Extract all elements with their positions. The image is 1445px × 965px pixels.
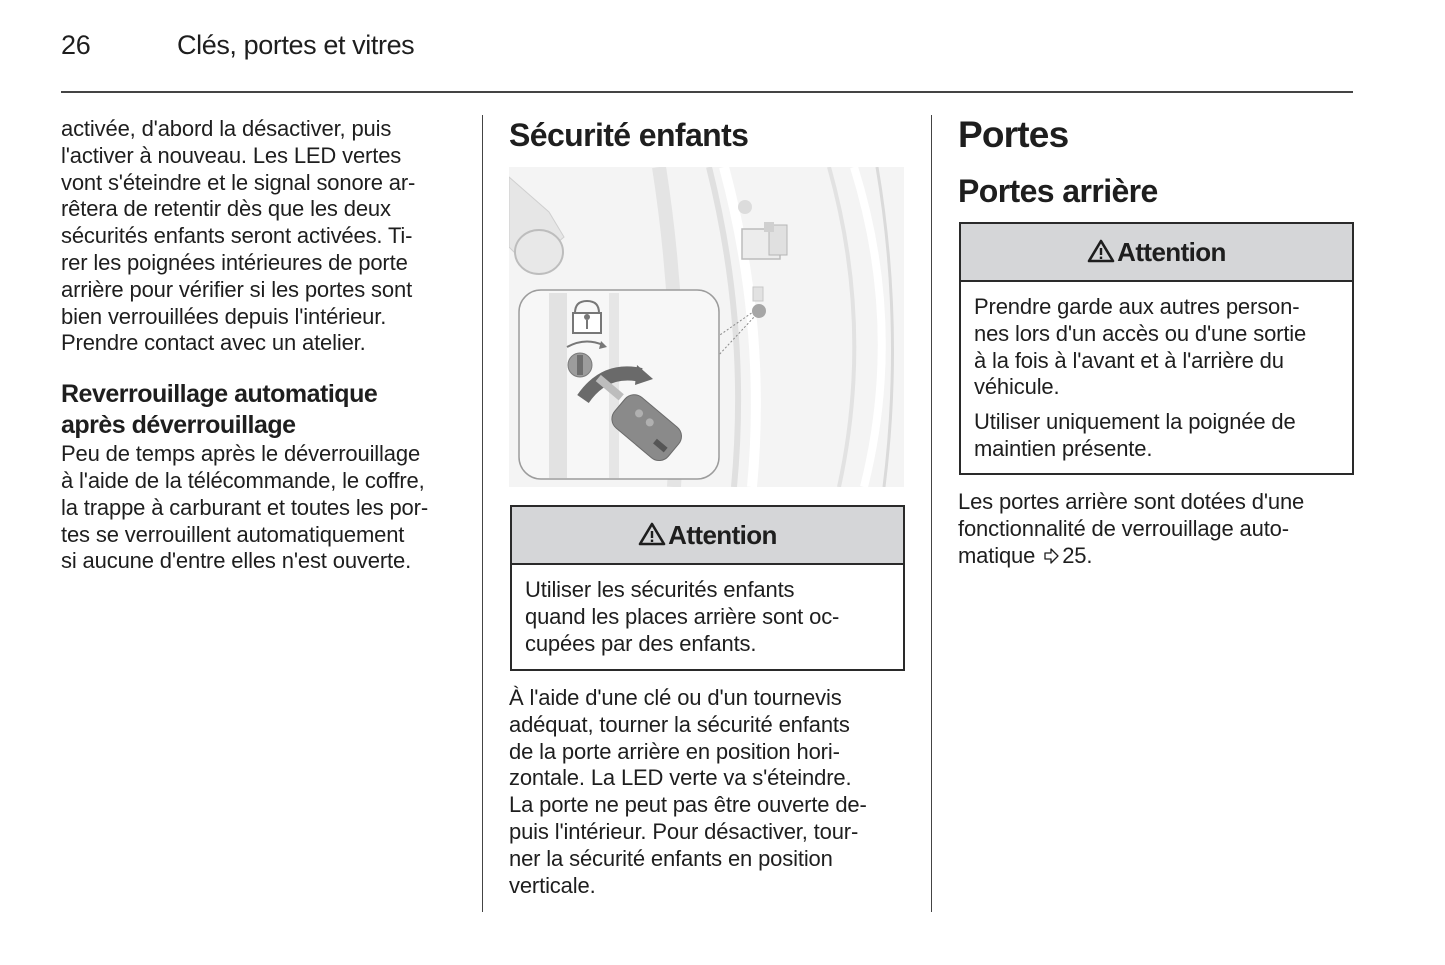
section-title-child-safety: Sécurité enfants bbox=[509, 117, 749, 153]
text-line: fonctionnalité de verrouillage auto- bbox=[958, 515, 1289, 541]
text-line: à la fois à l'avant et à l'arrière du bbox=[974, 347, 1284, 373]
child-safety-illustration bbox=[509, 167, 904, 487]
text-line: La porte ne peut pas être ouverte de- bbox=[509, 792, 867, 818]
text-line: sécurités enfants seront activées. Ti- bbox=[61, 223, 413, 249]
text-line: Prendre contact avec un atelier. bbox=[61, 330, 366, 356]
text-line: adéquat, tourner la sécurité enfants bbox=[509, 711, 850, 737]
child-safety-instructions bbox=[509, 685, 909, 899]
text-line: rêtera de retentir dès que les deux bbox=[61, 196, 391, 222]
subheading-line: après déverrouillage bbox=[61, 411, 296, 440]
text-line: maintien présente. bbox=[974, 435, 1153, 461]
text-line: rer les poignées intérieures de porte bbox=[61, 249, 408, 275]
column-left bbox=[61, 115, 461, 575]
warning-box-child-safety bbox=[510, 505, 905, 671]
text-line: verticale. bbox=[509, 872, 596, 898]
text-line: tes se verrouillent automatiquement bbox=[61, 521, 405, 547]
text-line: nes lors d'un accès ou d'une sortie bbox=[974, 320, 1307, 346]
text-line: Utiliser les sécurités enfants bbox=[525, 577, 795, 602]
warning-triangle-icon bbox=[638, 522, 666, 546]
warning-title: Attention bbox=[668, 519, 777, 550]
chapter-title: Clés, portes et vitres bbox=[177, 30, 415, 60]
text-line: vont s'éteindre et le signal sonore ar- bbox=[61, 169, 416, 195]
text-line: Utiliser uniquement la poignée de bbox=[974, 409, 1296, 435]
header-rule bbox=[61, 91, 1353, 93]
column-divider bbox=[482, 115, 483, 912]
page-reference-arrow-icon[interactable] bbox=[1043, 548, 1059, 564]
text-line: bien verrouillées depuis l'intérieur. bbox=[61, 303, 387, 329]
page-reference-link[interactable]: 25. bbox=[1062, 542, 1093, 568]
section-title-rear-doors: Portes arrière bbox=[958, 173, 1158, 209]
warning-title: Attention bbox=[1117, 236, 1226, 267]
text-line: Les portes arrière sont dotées d'une bbox=[958, 489, 1305, 514]
text-line: matique bbox=[958, 542, 1036, 568]
text-line: à l'aide de la télécommande, le coffre, bbox=[61, 467, 425, 493]
text-line: la trappe à carburant et toutes les por- bbox=[61, 494, 428, 520]
text-line: Peu de temps après le déverrouillage bbox=[61, 441, 421, 467]
text-line: véhicule. bbox=[974, 374, 1060, 400]
warning-paragraph bbox=[974, 294, 1339, 401]
warning-paragraph bbox=[974, 409, 1339, 463]
page-header bbox=[61, 28, 1353, 68]
text-line: puis l'intérieur. Pour désactiver, tour- bbox=[509, 818, 859, 844]
page-number: 26 bbox=[61, 30, 91, 60]
text-line: l'activer à nouveau. Les LED vertes bbox=[61, 142, 402, 168]
title-doors: Portes bbox=[958, 114, 1069, 155]
relock-paragraph bbox=[61, 441, 461, 575]
warning-text bbox=[512, 565, 903, 669]
warning-header bbox=[961, 224, 1352, 282]
warning-triangle-icon bbox=[1087, 239, 1115, 263]
text-line: ner la sécurité enfants en position bbox=[509, 845, 833, 871]
intro-paragraph bbox=[61, 116, 461, 357]
warning-text bbox=[961, 282, 1352, 473]
text-line: cupées par des enfants. bbox=[525, 630, 757, 656]
column-divider bbox=[931, 115, 932, 912]
text-line: si aucune d'entre elles n'est ouverte. bbox=[61, 548, 412, 574]
subheading-line: Reverrouillage automatique bbox=[61, 380, 378, 409]
subheading-auto-relock bbox=[61, 379, 461, 441]
text-line: activée, d'abord la désactiver, puis bbox=[61, 116, 392, 141]
text-line: quand les places arrière sont oc- bbox=[525, 603, 840, 629]
rear-doors-paragraph bbox=[958, 489, 1358, 569]
column-right bbox=[958, 114, 1354, 568]
column-middle bbox=[509, 115, 905, 898]
text-line: zontale. La LED verte va s'éteindre. bbox=[509, 765, 852, 791]
warning-box-rear-doors bbox=[959, 222, 1354, 475]
text-line: À l'aide d'une clé ou d'un tournevis bbox=[509, 685, 842, 710]
warning-header bbox=[512, 507, 903, 565]
text-line: arrière pour vérifier si les portes sont bbox=[61, 276, 413, 302]
text-line: Prendre garde aux autres person- bbox=[974, 294, 1300, 319]
text-line: de la porte arrière en position hori- bbox=[509, 738, 840, 764]
